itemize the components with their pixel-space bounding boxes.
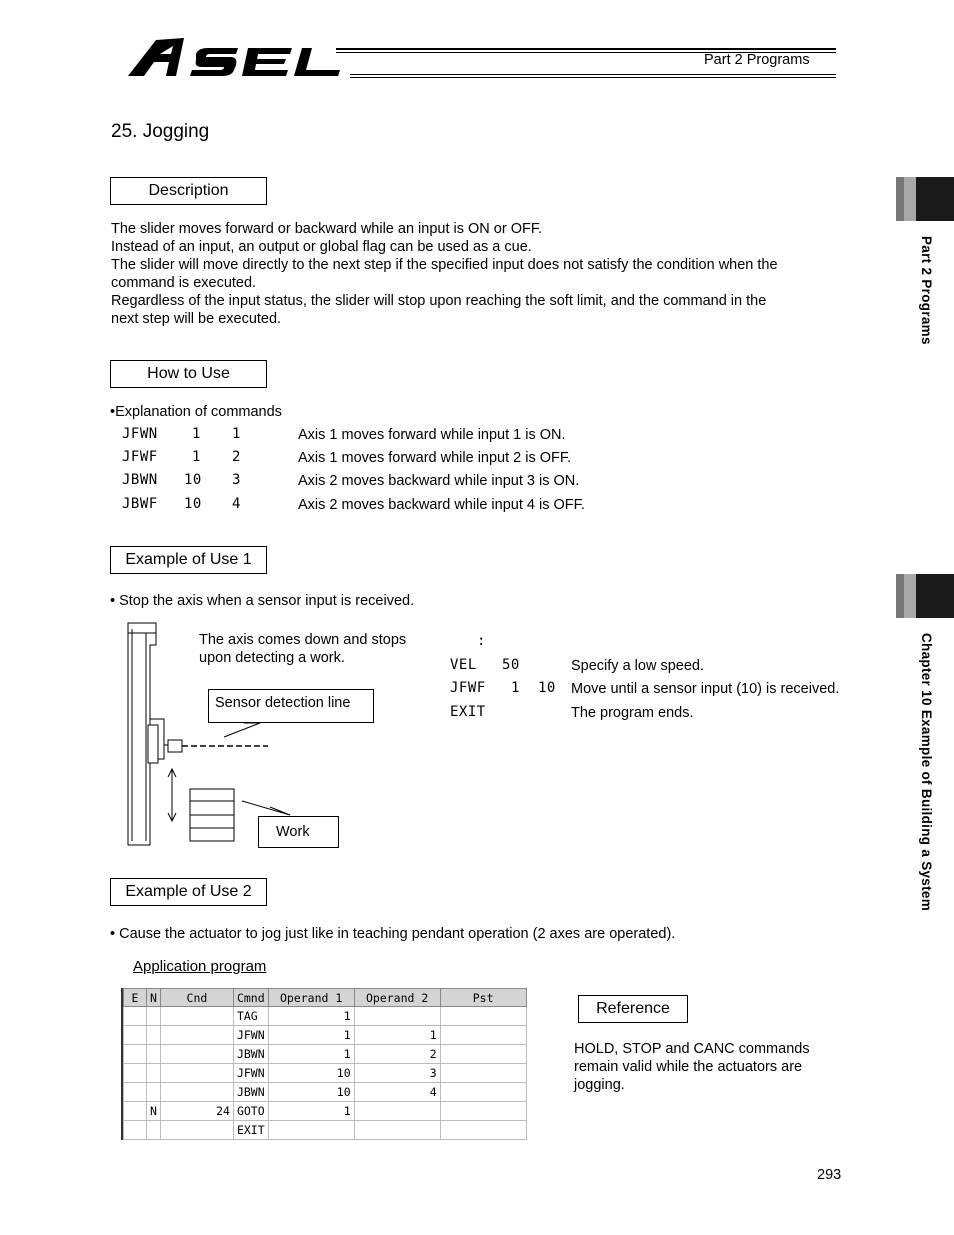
program-operand1: 50 [502, 657, 520, 673]
cell-cmnd: JBWN [233, 1083, 268, 1102]
table-row [124, 1121, 527, 1140]
cell-n [147, 1045, 161, 1064]
cell-pst [440, 1007, 526, 1026]
cell-e [124, 1045, 147, 1064]
command-code: JFWN [122, 426, 158, 442]
cell-operand2: 1 [354, 1026, 440, 1045]
reference-heading: Reference [578, 995, 688, 1023]
cell-cnd [160, 1121, 233, 1140]
asel-logo-icon [126, 32, 352, 80]
cell-e [124, 1064, 147, 1083]
cell-e [124, 1026, 147, 1045]
cell-n [147, 1121, 161, 1140]
bullet-icon: • [110, 926, 120, 942]
command-description: Axis 2 moves backward while input 4 is OFF. [298, 497, 585, 513]
command-row [122, 426, 682, 448]
cell-cnd: 24 [160, 1102, 233, 1121]
table-row [124, 1083, 527, 1102]
col-header-n: N [147, 989, 161, 1007]
command-row [122, 496, 682, 518]
cell-cmnd: EXIT [233, 1121, 268, 1140]
program-command: EXIT [450, 704, 486, 720]
command-operand1: 10 [184, 472, 202, 488]
command-description: Axis 1 moves forward while input 2 is OFF. [298, 450, 572, 466]
cell-operand1: 1 [268, 1026, 354, 1045]
col-header-operand1: Operand 1 [268, 989, 354, 1007]
example1-heading: Example of Use 1 [110, 546, 267, 574]
work-callout: Work [258, 816, 339, 848]
description-body [111, 220, 851, 328]
cell-operand1 [268, 1121, 354, 1140]
cell-n [147, 1007, 161, 1026]
cell-cmnd: GOTO [233, 1102, 268, 1121]
command-code: JBWN [122, 472, 158, 488]
reference-line: remain valid while the actuators are [574, 1059, 803, 1075]
cell-operand2 [354, 1007, 440, 1026]
cell-operand2: 3 [354, 1064, 440, 1083]
header-rule-bottom [350, 74, 836, 75]
bullet-icon: • [110, 404, 116, 420]
command-operand1: 10 [184, 496, 202, 512]
program-line [450, 704, 870, 726]
cell-e [124, 1121, 147, 1140]
cell-cnd [160, 1045, 233, 1064]
cell-pst [440, 1026, 526, 1045]
cell-operand1: 10 [268, 1064, 354, 1083]
command-operand2: 1 [232, 426, 241, 442]
cell-n [147, 1064, 161, 1083]
cell-cmnd: JFWN [233, 1026, 268, 1045]
cell-cnd [160, 1007, 233, 1026]
command-code: JBWF [122, 496, 158, 512]
description-line: Instead of an input, an output or global flag can be used as a cue. [111, 239, 532, 255]
command-description: Axis 2 moves backward while input 3 is ON. [298, 473, 580, 489]
header-section: Part 2 Programs [704, 52, 810, 68]
bullet-text: Stop the axis when a sensor input is received. [119, 593, 415, 609]
description-heading: Description [110, 177, 267, 205]
description-line: next step will be executed. [111, 311, 282, 327]
command-description: Axis 1 moves forward while input 1 is ON. [298, 427, 566, 443]
table-header-row [124, 989, 527, 1007]
col-header-operand2: Operand 2 [354, 989, 440, 1007]
description-line: The slider moves forward or backward while an input is ON or OFF. [111, 221, 543, 237]
program-colon: : [477, 633, 486, 649]
cell-e [124, 1083, 147, 1102]
header-logo [126, 32, 352, 80]
cell-cmnd: JBWN [233, 1045, 268, 1064]
cell-operand2: 2 [354, 1045, 440, 1064]
cell-operand1: 1 [268, 1102, 354, 1121]
program-command: VEL [450, 657, 477, 673]
program-table [123, 988, 527, 1140]
cell-cnd [160, 1083, 233, 1102]
application-program-label: Application program [133, 958, 267, 975]
bullet-text: Explanation of commands [115, 404, 282, 420]
col-header-cmnd: Cmnd [233, 989, 268, 1007]
reference-line: jogging. [574, 1077, 625, 1093]
program-description: Move until a sensor input (10) is received. [571, 681, 840, 697]
col-header-cnd: Cnd [160, 989, 233, 1007]
page-number: 293 [817, 1167, 842, 1183]
cell-cnd [160, 1026, 233, 1045]
col-header-pst: Pst [440, 989, 526, 1007]
table-row [124, 1045, 527, 1064]
diagram-note-line: upon detecting a work. [199, 650, 345, 666]
reference-body [574, 1040, 844, 1094]
page-title: 25. Jogging [111, 121, 210, 142]
bullet-icon: • [110, 593, 120, 609]
how-to-use-heading: How to Use [110, 360, 267, 388]
program-operand1: 1 [511, 680, 520, 696]
table-row [124, 1007, 527, 1026]
diagram-note-line: The axis comes down and stops [199, 632, 407, 648]
cell-operand1: 1 [268, 1007, 354, 1026]
cell-pst [440, 1121, 526, 1140]
program-line [450, 657, 870, 679]
command-code: JFWF [122, 449, 158, 465]
cell-pst [440, 1102, 526, 1121]
cell-pst [440, 1083, 526, 1102]
program-operand2: 10 [538, 680, 556, 696]
program-description: Specify a low speed. [571, 658, 704, 674]
reference-line: HOLD, STOP and CANC commands [574, 1041, 810, 1057]
description-line: The slider will move directly to the next step if the specified input does not satisfy the condition when the [111, 257, 778, 273]
command-operand1: 1 [192, 426, 201, 442]
command-operand1: 1 [192, 449, 201, 465]
sensor-detection-line-callout: Sensor detection line [208, 689, 374, 723]
cell-operand1: 1 [268, 1045, 354, 1064]
cell-operand1: 10 [268, 1083, 354, 1102]
header-rule-bottom2 [350, 77, 836, 78]
command-operand2: 2 [232, 449, 241, 465]
cell-n [147, 1026, 161, 1045]
col-header-e: E [124, 989, 147, 1007]
table-row [124, 1026, 527, 1045]
bullet-text: Cause the actuator to jog just like in teaching pendant operation (2 axes are operated). [119, 926, 676, 942]
cell-cmnd: JFWN [233, 1064, 268, 1083]
header-rule-top [336, 48, 836, 50]
description-line: Regardless of the input status, the slider will stop upon reaching the soft limit, and the command in the [111, 293, 767, 309]
cell-e [124, 1102, 147, 1121]
table-row [124, 1064, 527, 1083]
command-operand2: 3 [232, 472, 241, 488]
cell-n: N [147, 1102, 161, 1121]
command-row [122, 449, 682, 471]
diagram-note [199, 631, 406, 667]
program-command: JFWF [450, 680, 486, 696]
program-line [450, 680, 870, 702]
how-to-use-bullet [110, 403, 282, 421]
cell-pst [440, 1045, 526, 1064]
cell-pst [440, 1064, 526, 1083]
program-table-wrap [121, 988, 527, 1140]
cell-cmnd: TAG [233, 1007, 268, 1026]
description-line: command is executed. [111, 275, 257, 291]
cell-operand2 [354, 1102, 440, 1121]
cell-e [124, 1007, 147, 1026]
side-tab-marker-2 [896, 574, 954, 618]
side-tab-marker-1 [896, 177, 954, 221]
command-operand2: 4 [232, 496, 241, 512]
cell-operand2: 4 [354, 1083, 440, 1102]
cell-cnd [160, 1064, 233, 1083]
program-description: The program ends. [571, 705, 694, 721]
example1-bullet [110, 592, 414, 610]
cell-n [147, 1083, 161, 1102]
side-tab-label-2: Chapter 10 Example of Building a System [919, 633, 934, 912]
command-row [122, 472, 682, 494]
example2-bullet [110, 925, 675, 943]
example2-heading: Example of Use 2 [110, 878, 267, 906]
cell-operand2 [354, 1121, 440, 1140]
side-tab-label-1: Part 2 Programs [919, 236, 934, 345]
table-row [124, 1102, 527, 1121]
